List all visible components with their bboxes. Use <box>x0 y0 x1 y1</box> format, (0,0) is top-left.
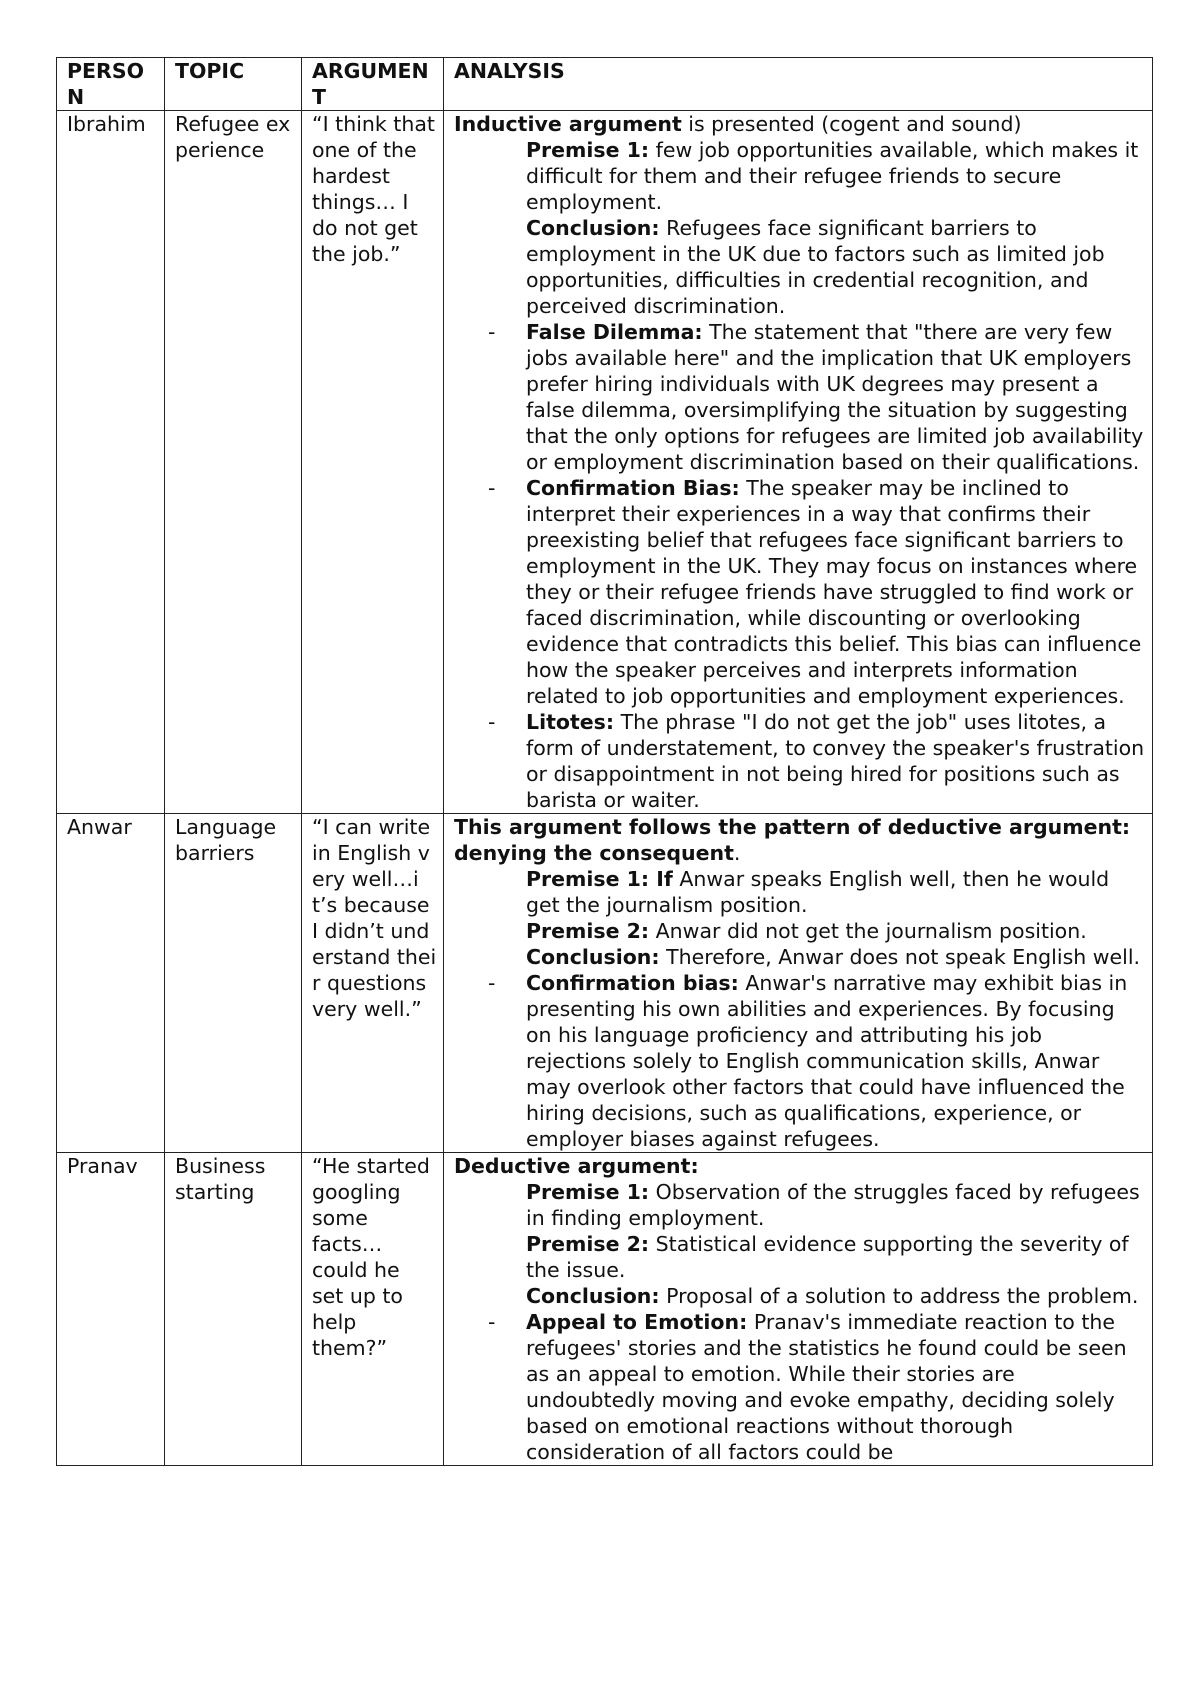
person-cell: Anwar <box>57 814 165 1153</box>
dash-bullet-icon: - <box>488 710 496 734</box>
header-person: PERSON <box>57 58 165 111</box>
conclusion-line: Conclusion: Refugees face significant barriers to employment in the UK due to factors such as limited job opportunities, difficulties in credential recognition, and perceived discrimination. <box>526 216 1105 318</box>
argument-cell: “He started googling some facts… could he set up to help them?” <box>302 1153 444 1466</box>
table-row <box>57 111 1153 814</box>
conclusion-line: Conclusion: Therefore, Anwar does not speak English well. <box>526 945 1141 969</box>
fallacy-bullet: - Appeal to Emotion: Pranav's immediate reaction to the refugees' stories and the statistics he found could be seen as an appeal to emotion. While their stories are undoubtedly moving and evoke empathy, deciding solely based on emotional reactions without thorough consideration of all factors could be <box>488 1310 1127 1464</box>
analysis-cell <box>444 1153 1153 1466</box>
analysis-cell <box>444 111 1153 814</box>
fallacy-bullet: - False Dilemma: The statement that "there are very few jobs available here" and the implication that UK employers prefer hiring individuals with UK degrees may present a false dilemma, oversimplifying the situation by suggesting that the only options for refugees are limited job availability or employment discrimination based on their qualifications. <box>488 320 1144 474</box>
analysis-heading: Deductive argument: <box>454 1154 699 1178</box>
conclusion-line: Conclusion: Proposal of a solution to address the problem. <box>526 1284 1139 1308</box>
premise-line: Premise 1: Observation of the struggles faced by refugees in finding employment. <box>526 1180 1140 1230</box>
person-cell: Pranav <box>57 1153 165 1466</box>
topic-cell: Language barriers <box>165 814 302 1153</box>
dash-bullet-icon: - <box>488 971 496 995</box>
table-row <box>57 1153 1153 1466</box>
topic-cell: Refugee experience <box>165 111 302 814</box>
fallacy-bullet: - Confirmation bias: Anwar's narrative may exhibit bias in presenting his own abilities and experiences. By focusing on his language proficiency and attributing his job rejections solely to English communication skills, Anwar may overlook other factors that could have influenced the hiring decisions, such as qualifications, experience, or employer biases against refugees. <box>488 971 1128 1151</box>
table-header-row <box>57 58 1153 111</box>
premise-line: Premise 2: Anwar did not get the journalism position. <box>526 919 1087 943</box>
analysis-cell <box>444 814 1153 1153</box>
analysis-heading: This argument follows the pattern of deductive argument: denying the consequent. <box>454 815 1131 865</box>
analysis-table <box>56 57 1153 1466</box>
premise-line: Premise 1: few job opportunities available, which makes it difficult for them and their refugee friends to secure employment. <box>526 138 1139 214</box>
header-analysis: ANALYSIS <box>444 58 1153 111</box>
dash-bullet-icon: - <box>488 476 496 500</box>
premise-line: Premise 1: If Anwar speaks English well, then he would get the journalism position. <box>526 867 1110 917</box>
fallacy-bullet: - Confirmation Bias: The speaker may be inclined to interpret their experiences in a way that confirms their preexisting belief that refugees face significant barriers to employment in the UK. They may focus on instances where they or their refugee friends have struggled to find work or faced discrimination, while discounting or overlooking evidence that contradicts this belief. This bias can influence how the speaker perceives and interprets information related to job opportunities and employment experiences. <box>488 476 1142 708</box>
header-topic: TOPIC <box>165 58 302 111</box>
topic-cell: Business starting <box>165 1153 302 1466</box>
table-row <box>57 814 1153 1153</box>
dash-bullet-icon: - <box>488 1310 496 1334</box>
premise-line: Premise 2: Statistical evidence supporting the severity of the issue. <box>526 1232 1129 1282</box>
argument-cell: “I can write in English very well…it’s because I didn’t understand their questions very well.” <box>302 814 444 1153</box>
analysis-heading: Inductive argument is presented (cogent and sound) <box>454 112 1022 136</box>
header-argument: ARGUMENT <box>302 58 444 111</box>
person-cell: Ibrahim <box>57 111 165 814</box>
fallacy-bullet: - Litotes: The phrase "I do not get the job" uses litotes, a form of understatement, to convey the speaker's frustration or disappointment in not being hired for positions such as barista or waiter. <box>488 710 1145 812</box>
document-page <box>56 57 1152 1466</box>
dash-bullet-icon: - <box>488 320 496 344</box>
argument-cell: “I think that one of the hardest things… I do not get the job.” <box>302 111 444 814</box>
